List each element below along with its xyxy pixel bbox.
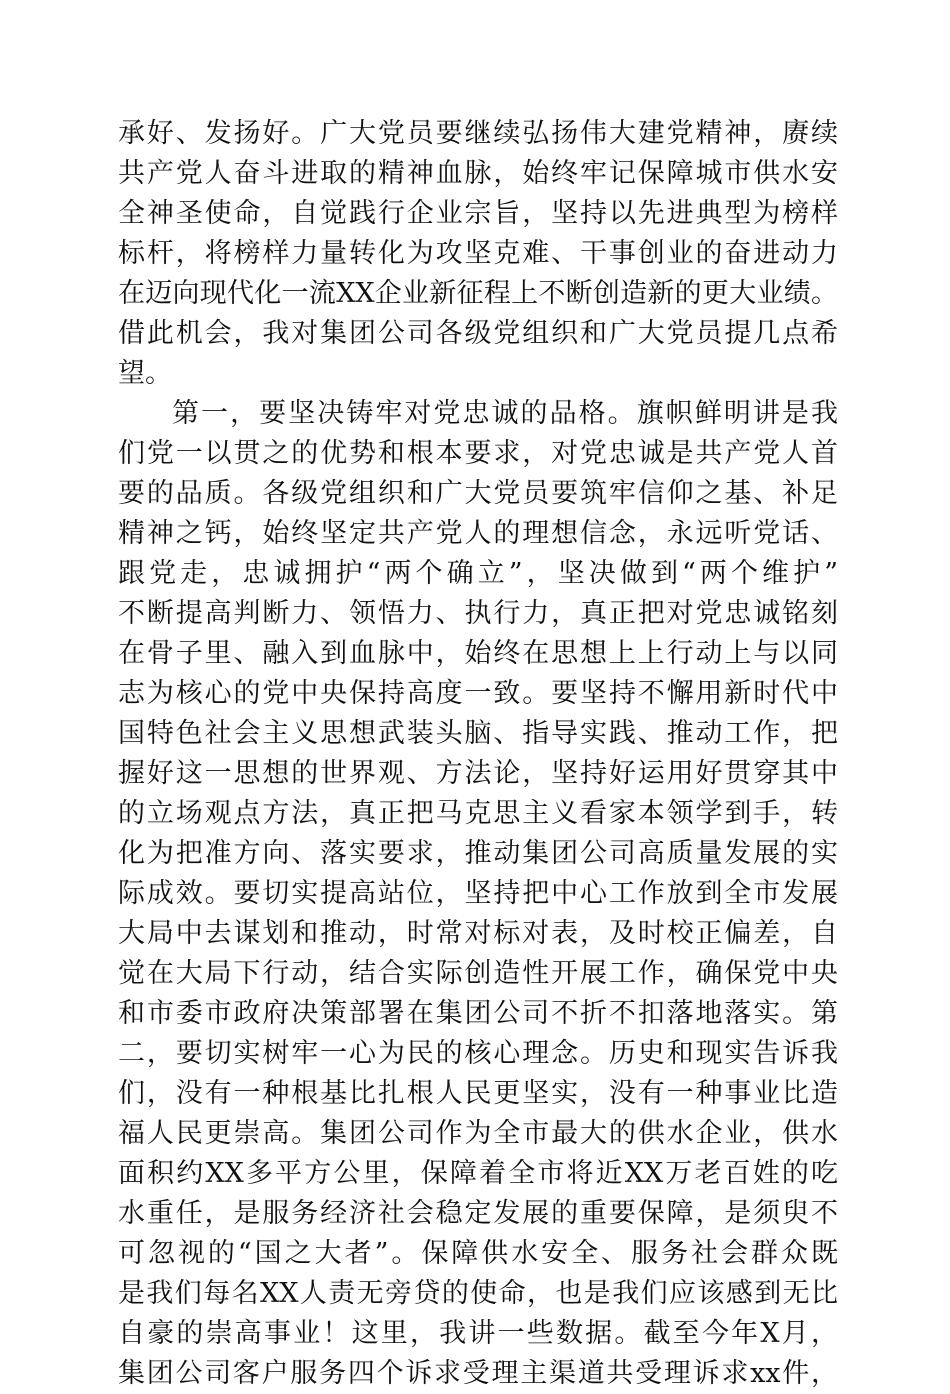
text-line: 不断提高判断力、领悟力、执行力，真正把对党忠诚铭刻 [118, 598, 838, 629]
text-line: 化为把准方向、落实要求，推动集团公司高质量发展的实 [118, 838, 838, 869]
text-line: 全神圣使命，自觉践行企业宗旨，坚持以先进典型为榜样 [118, 198, 838, 229]
text-line: 集团公司客户服务四个诉求受理主渠道共受理诉求xx件， [118, 1358, 838, 1389]
text-line: 标杆，将榜样力量转化为攻坚克难、干事创业的奋进动力 [118, 238, 838, 269]
text-line: 和市委市政府决策部署在集团公司不折不扣落地落实。第 [118, 998, 838, 1029]
text-line: 在骨子里、融入到血脉中，始终在思想上上行动上与以同 [118, 638, 838, 669]
text-line: 承好、发扬好。广大党员要继续弘扬伟大建党精神，赓续 [118, 118, 838, 149]
text-line: 共产党人奋斗进取的精神血脉，始终牢记保障城市供水安 [118, 158, 838, 189]
paragraph-start-line: 第一，要坚决铸牢对党忠诚的品格。旗帜鲜明讲是我 [172, 398, 838, 429]
text-line: 自豪的崇高事业！这里，我讲一些数据。截至今年X月， [118, 1318, 838, 1349]
text-line: 际成效。要切实提高站位，坚持把中心工作放到全市发展 [118, 878, 838, 909]
text-line: 在迈向现代化一流XX企业新征程上不断创造新的更大业绩。 [118, 278, 838, 309]
text-line: 觉在大局下行动，结合实际创造性开展工作，确保党中央 [118, 958, 838, 989]
text-line: 要的品质。各级党组织和广大党员要筑牢信仰之基、补足 [118, 478, 838, 509]
text-line: 水重任，是服务经济社会稳定发展的重要保障，是须臾不 [118, 1198, 838, 1229]
text-line: 是我们每名XX人责无旁贷的使命，也是我们应该感到无比 [118, 1278, 838, 1309]
text-line: 福人民更崇高。集团公司作为全市最大的供水企业，供水 [118, 1118, 838, 1149]
text-line: 跟党走，忠诚拥护“两个确立”，坚决做到“两个维护” [118, 558, 838, 589]
text-line: 们党一以贯之的优势和根本要求，对党忠诚是共产党人首 [118, 438, 838, 469]
text-line: 握好这一思想的世界观、方法论，坚持好运用好贯穿其中 [118, 758, 838, 789]
text-line: 精神之钙，始终坚定共产党人的理想信念，永远听党话、 [118, 518, 838, 549]
text-line: 面积约XX多平方公里，保障着全市将近XX万老百姓的吃 [118, 1158, 838, 1189]
text-line: 二，要切实树牢一心为民的核心理念。历史和现实告诉我 [118, 1038, 838, 1069]
body-text [118, 114, 838, 1394]
text-line: 的立场观点方法，真正把马克思主义看家本领学到手，转 [118, 798, 838, 829]
text-line: 借此机会，我对集团公司各级党组织和广大党员提几点希 [118, 318, 838, 349]
text-line: 们，没有一种根基比扎根人民更坚实，没有一种事业比造 [118, 1078, 838, 1109]
text-line: 大局中去谋划和推动，时常对标对表，及时校正偏差，自 [118, 918, 838, 949]
text-line: 志为核心的党中央保持高度一致。要坚持不懈用新时代中 [118, 678, 838, 709]
text-line: 国特色社会主义思想武装头脑、指导实践、推动工作，把 [118, 718, 838, 749]
text-line: 望。 [118, 358, 172, 389]
text-line: 可忽视的“国之大者”。保障供水安全、服务社会群众既 [118, 1238, 838, 1269]
